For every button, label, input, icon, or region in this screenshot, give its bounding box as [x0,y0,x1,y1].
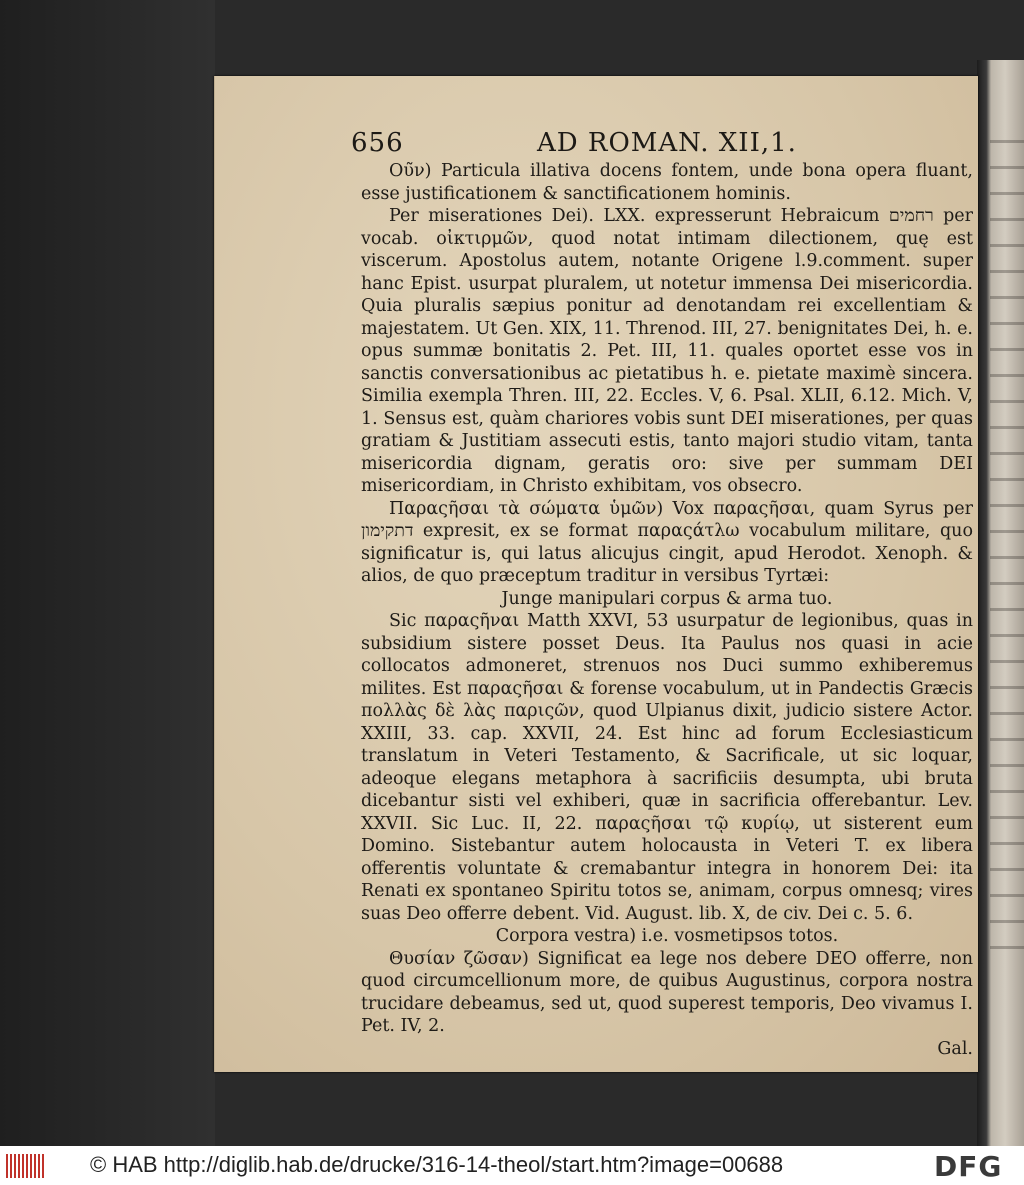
copyright-link[interactable]: © HAB http://diglib.hab.de/drucke/316-14-theol/start.htm?image=00688 [90,1152,784,1177]
hab-logo-icon [6,1154,46,1178]
verse-quote: Junge manipulari corpus & arma tuo. [501,588,833,609]
dfg-logo: DFG [934,1150,1003,1183]
running-head: AD ROMAN. XII,1. [537,128,797,158]
page-body [361,160,973,1060]
page-header [215,128,978,162]
adjacent-page-edge [990,140,1024,960]
paragraph: Θυσίαν ζῶσαν) Significat ea lege nos debere DEO offerre, non quod circumcellionum more, de quibus Augustinus, corpora nostra trucidare debeamus, sed ut, quod superest temporis, Deo vivamus I. Pet. IV, 2. [361,948,973,1036]
catchword: Gal. [937,1038,973,1059]
paragraph: Sic παραςῆναι Matth XXVI, 53 usurpatur de legionibus, quas in subsidium sistere posset Deus. Ita Paulus nos quasi in acie collocatos admoneret, strenuos nos Duci summo exhiberemus milites. Est παραςῆσαι & forense vocabulum, ut in Pandectis Græcis πολλὰς δὲ λὰς παριςῶν, quod Ulpianus dixit, judicio sistere Actor. XXIII, 33. cap. XXVII, 24. Est hinc ad forum Ecclesiasticum translatum in Veteri Testamento, & Sacrificale, ut sic loquar, adeoque elegans metaphora à sacrificiis desumpta, ubi bruta dicebantur sisti vel exhiberi, quæ in sacrificia offerebantur. Lev. XXVII. Sic Luc. II, 22. παραςῆσαι τῷ κυρίῳ, ut sisterent eum Domino. Sistebantur autem holocausta in Veteri T. ex libera offerentis voluntate & cremabantur integra in honorem Dei: ita Renati ex spontaneo Spiritu totos se, animam, corpus omnesq; vires suas Deo offerre debent. Vid. August. lib. X, de civ. Dei c. 5. 6. [361,611,973,924]
paragraph: Per miserationes Dei). LXX. expresserunt Hebraicum רחמים per vocab. οἰκτιρμῶν, quod notat intimam dilectionem, quę est viscerum. Apostolus autem, notante Origene l.9.comment. super hanc Epist. usurpat pluralem, ut notetur immensa Dei misericordia. Quia pluralis sæpius ponitur ad denotandam rei excellentiam & majestatem. Ut Gen. XIX, 11. Threnod. III, 27. benignitates Dei, h. e. opus summæ bonitatis 2. Pet. III, 11. quales oportet esse vos in sanctis conversationibus ac pietatibus h. e. pietate maximè sincera. Similia exempla Thren. III, 22. Eccles. V, 6. Psal. XLII, 6.12. Mich. V, 1. Sensus est, quàm chariores vobis sunt DEI miserationes, per quas gratiam & Justitiam assecuti estis, tanto majori studio vitam, tanta misericordia dignam, geratis oro: sive per summam DEI misericordiam, in Christo exhibitam, vos obsecro. [361,206,973,496]
paragraph: Ου̃ν) Particula illativa docens fontem, unde bona opera fluant, esse justificationem & sanctificationem hominis. [361,161,973,204]
page-number: 656 [351,128,404,158]
paragraph: Παραςῆσαι τὰ σώματα ὑμῶν) Vox παραςῆσαι, quam Syrus per דתקימון expresit, ex se format παραςάτλω vocabulum militare, quo significatur is, qui latus alicujus cingit, apud Herodot. Xenoph. & alios, de quo præceptum traditur in versibus Tyrtæi: [361,498,973,586]
paragraph: Corpora vestra) i.e. vosmetipsos totos. [495,926,839,946]
book-page [214,76,978,1072]
viewer-footer [0,1146,1024,1185]
scan-background [0,0,215,1146]
